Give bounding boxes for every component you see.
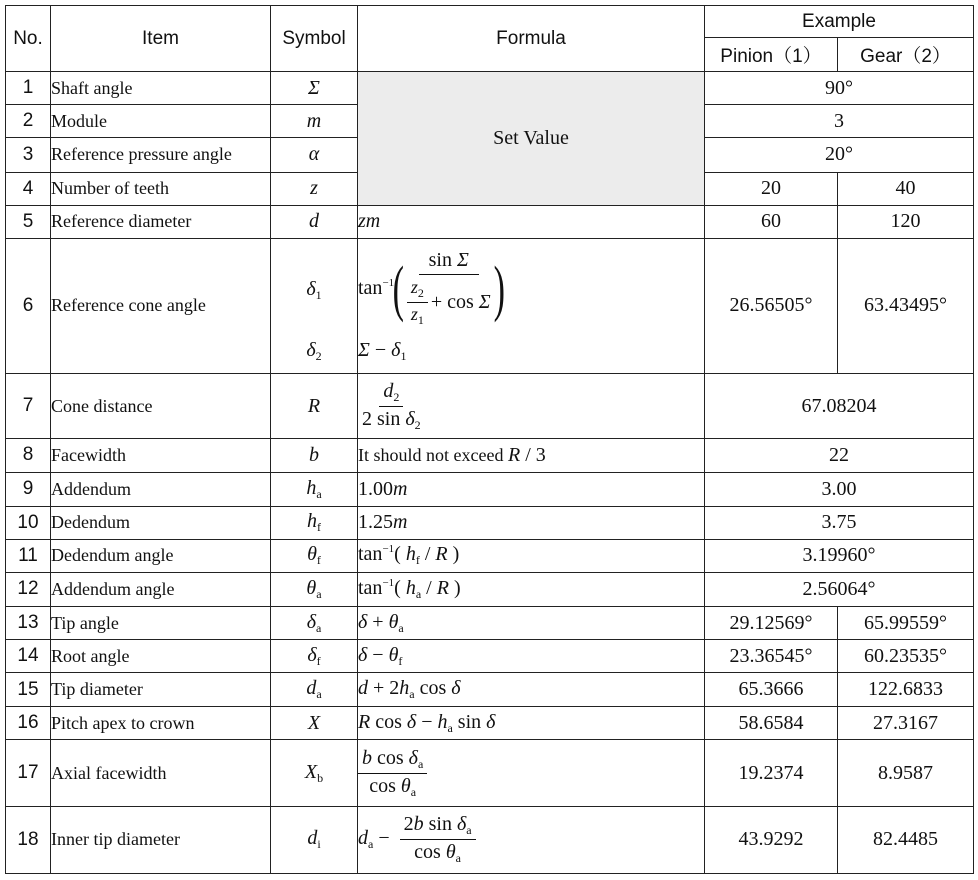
item-label: Number of teeth xyxy=(51,172,271,205)
gear-value: 8.9587 xyxy=(838,740,974,806)
item-label: Root angle xyxy=(51,640,271,673)
formula: $\delta + \theta_a$ xyxy=(358,606,705,639)
row-number: 4 xyxy=(6,172,51,205)
example-value: 20° xyxy=(705,138,974,172)
row-number: 5 xyxy=(6,205,51,238)
gear-value: 65.99559° xyxy=(838,606,974,639)
table-row xyxy=(6,374,974,439)
bevel-gear-calculation-table xyxy=(5,5,974,874)
item-label: Addendum xyxy=(51,472,271,506)
table-row xyxy=(6,539,974,572)
item-label: Reference diameter xyxy=(51,205,271,238)
row-number: 8 xyxy=(6,439,51,472)
item-label: Inner tip diameter xyxy=(51,806,271,873)
row-number: 16 xyxy=(6,707,51,740)
item-label: Cone distance xyxy=(51,374,271,439)
example-value: 22 xyxy=(705,439,974,472)
table-row xyxy=(6,439,974,472)
table-row xyxy=(6,472,974,506)
table-row xyxy=(6,640,974,673)
symbol: b xyxy=(271,439,358,472)
formula: 1.00m xyxy=(358,472,705,506)
cone-angle-formula: $\tan^{-1}$ ( sin Σ $\frac{z_2}{z_1}$ + cos Σ ) xyxy=(358,249,505,328)
pinion-value: 58.6584 xyxy=(705,707,838,740)
row-number: 9 xyxy=(6,472,51,506)
formula: zm xyxy=(358,205,705,238)
symbol: $\delta_f$ xyxy=(271,640,358,673)
row-number: 3 xyxy=(6,138,51,172)
formula: 1.25m xyxy=(358,506,705,539)
pinion-value: 23.36545° xyxy=(705,640,838,673)
example-value: 3.75 xyxy=(705,506,974,539)
item-label: Dedendum angle xyxy=(51,539,271,572)
row-number: 18 xyxy=(6,806,51,873)
gear-value: 63.43495° xyxy=(838,238,974,373)
item-label: Addendum angle xyxy=(51,572,271,606)
formula xyxy=(358,238,705,373)
table-row xyxy=(6,506,974,539)
symbol: $d_i$ xyxy=(271,806,358,873)
gear-value: 120 xyxy=(838,205,974,238)
table-row xyxy=(6,740,974,806)
example-value: 90° xyxy=(705,72,974,105)
row-number: 13 xyxy=(6,606,51,639)
symbol: $\theta_f$ xyxy=(271,539,358,572)
header-symbol: Symbol xyxy=(271,6,358,72)
example-value: 3 xyxy=(705,105,974,138)
formula: $\tan^{-1}$( $h_a$ / R ) xyxy=(358,572,705,606)
symbol: $X_b$ xyxy=(271,740,358,806)
table-row xyxy=(6,205,974,238)
row-number: 14 xyxy=(6,640,51,673)
formula: $\frac{b \cos \delta_a}{\cos \theta_a}$ xyxy=(358,740,705,806)
example-value: 3.00 xyxy=(705,472,974,506)
symbol: $\delta_a$ xyxy=(271,606,358,639)
header-item: Item xyxy=(51,6,271,72)
row-number: 6 xyxy=(6,238,51,373)
gear-value: 122.6833 xyxy=(838,673,974,707)
item-label: Dedendum xyxy=(51,506,271,539)
pinion-value: 29.12569° xyxy=(705,606,838,639)
item-label: Axial facewidth xyxy=(51,740,271,806)
item-label: Tip angle xyxy=(51,606,271,639)
pinion-value: 19.2374 xyxy=(705,740,838,806)
pinion-value: 26.56505° xyxy=(705,238,838,373)
symbol: R xyxy=(271,374,358,439)
symbol: $d_a$ xyxy=(271,673,358,707)
pinion-value: 60 xyxy=(705,205,838,238)
symbol-delta-2: δ xyxy=(306,338,316,361)
formula: R $\cos \delta - h_a$ sin δ xyxy=(358,707,705,740)
symbol: d xyxy=(271,205,358,238)
row-number: 2 xyxy=(6,105,51,138)
row-number: 1 xyxy=(6,72,51,105)
formula: It should not exceed R / 3 xyxy=(358,439,705,472)
delta2-formula: $\Sigma - \delta_1$ xyxy=(358,338,407,363)
header-formula: Formula xyxy=(358,6,705,72)
formula: $\tan^{-1}$( $h_f$ / R ) xyxy=(358,539,705,572)
symbol: z xyxy=(271,172,358,205)
symbol: $\delta_1$ $\delta_2$ xyxy=(271,238,358,373)
formula: $d + 2h_a$ cos δ xyxy=(358,673,705,707)
example-value: 3.19960° xyxy=(705,539,974,572)
table-row xyxy=(6,806,974,873)
symbol: α xyxy=(271,138,358,172)
item-label: Reference pressure angle xyxy=(51,138,271,172)
example-value: 67.08204 xyxy=(705,374,974,439)
formula: $\frac{d_2}{2 \sin \delta_2}$ xyxy=(358,374,705,439)
row-number: 12 xyxy=(6,572,51,606)
symbol: $h_a$ xyxy=(271,472,358,506)
formula: $\delta - \theta_f$ xyxy=(358,640,705,673)
item-label: Pitch apex to crown xyxy=(51,707,271,740)
table-row xyxy=(6,238,974,373)
item-label: Module xyxy=(51,105,271,138)
gear-value: 40 xyxy=(838,172,974,205)
row-number: 11 xyxy=(6,539,51,572)
row-number: 17 xyxy=(6,740,51,806)
pinion-value: 43.9292 xyxy=(705,806,838,873)
gear-value: 82.4485 xyxy=(838,806,974,873)
item-label: Tip diameter xyxy=(51,673,271,707)
header-pinion: Pinion（1） xyxy=(705,38,838,72)
table-row xyxy=(6,606,974,639)
header-gear: Gear（2） xyxy=(838,38,974,72)
item-label: Reference cone angle xyxy=(51,238,271,373)
symbol-delta-1: δ xyxy=(306,277,316,300)
pinion-value: 65.3666 xyxy=(705,673,838,707)
example-value: 2.56064° xyxy=(705,572,974,606)
header-example: Example xyxy=(705,6,974,38)
symbol: m xyxy=(271,105,358,138)
item-label: Facewidth xyxy=(51,439,271,472)
gear-value: 27.3167 xyxy=(838,707,974,740)
header-no: No. xyxy=(6,6,51,72)
symbol: $h_f$ xyxy=(271,506,358,539)
item-label: Shaft angle xyxy=(51,72,271,105)
table-row xyxy=(6,673,974,707)
symbol: $\theta_a$ xyxy=(271,572,358,606)
symbol: Σ xyxy=(271,72,358,105)
row-number: 10 xyxy=(6,506,51,539)
row-number: 7 xyxy=(6,374,51,439)
set-value-cell: Set Value xyxy=(358,72,705,205)
table-row xyxy=(6,572,974,606)
row-number: 15 xyxy=(6,673,51,707)
gear-value: 60.23535° xyxy=(838,640,974,673)
table-row xyxy=(6,72,974,105)
symbol: X xyxy=(271,707,358,740)
formula: $d_a$ − $\frac{2b \sin \delta_a}{\cos \theta_a}$ xyxy=(358,806,705,873)
pinion-value: 20 xyxy=(705,172,838,205)
table-row xyxy=(6,707,974,740)
